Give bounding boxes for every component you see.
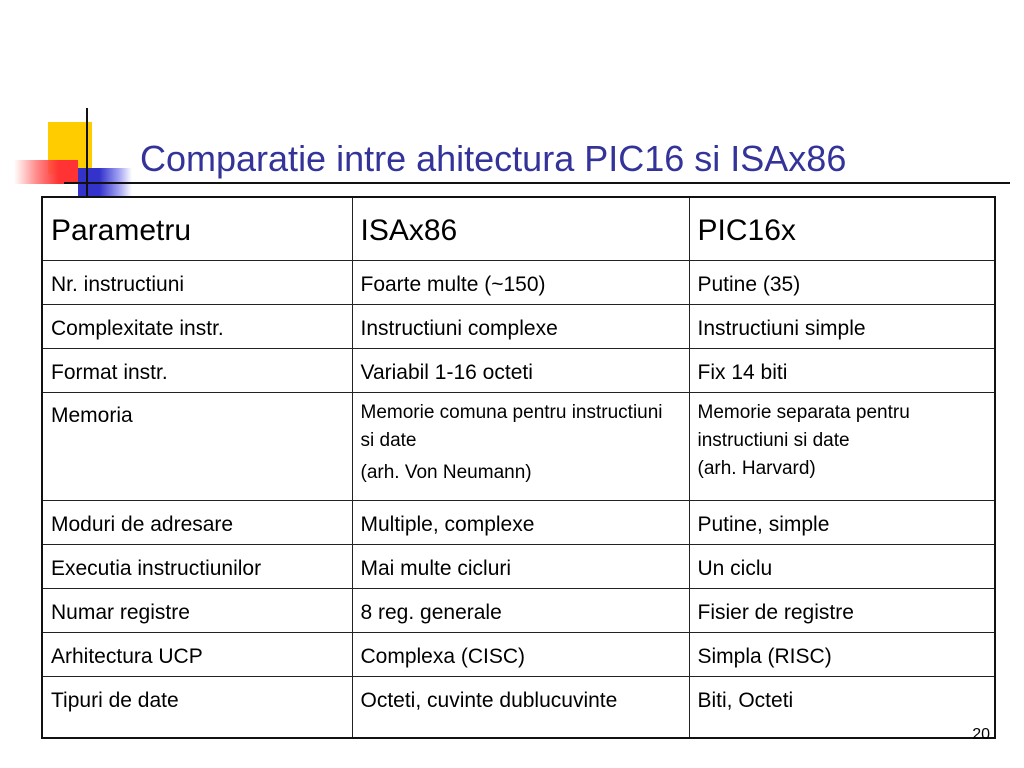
cell-param: Arhitectura UCP — [42, 632, 352, 676]
table-row — [42, 588, 995, 632]
cell-isa: Mai multe cicluri — [352, 544, 689, 588]
table-row — [42, 544, 995, 588]
cell-param: Format instr. — [42, 348, 352, 392]
table-header-row — [42, 197, 995, 260]
cell-param: Complexitate instr. — [42, 304, 352, 348]
cell-isa: Instructiuni complexe — [352, 304, 689, 348]
cell-isa: Octeti, cuvinte dublucuvinte — [352, 676, 689, 738]
comparison-table — [41, 196, 996, 739]
cell-pic — [689, 392, 995, 500]
decor-horizontal-line — [64, 182, 1010, 184]
cell-param: Nr. instructiuni — [42, 260, 352, 304]
cell-param: Numar registre — [42, 588, 352, 632]
header-pic16x: PIC16x — [689, 197, 995, 260]
cell-param: Executia instructiunilor — [42, 544, 352, 588]
cell-pic: Fix 14 biti — [689, 348, 995, 392]
cell-isa: Foarte multe (~150) — [352, 260, 689, 304]
table-row — [42, 348, 995, 392]
cell-pic: Biti, Octeti — [689, 676, 995, 738]
cell-param: Tipuri de date — [42, 676, 352, 738]
table-row — [42, 500, 995, 544]
cell-pic: Un ciclu — [689, 544, 995, 588]
cell-pic-line: (arh. Harvard) — [697, 457, 816, 479]
cell-isa-line: (arh. Von Neumann) — [360, 461, 532, 483]
table-row — [42, 304, 995, 348]
cell-isa — [352, 392, 689, 500]
header-parametru: Parametru — [42, 197, 352, 260]
cell-pic: Instructiuni simple — [689, 304, 995, 348]
cell-param: Memoria — [42, 392, 352, 500]
cell-pic: Simpla (RISC) — [689, 632, 995, 676]
cell-isa: Variabil 1-16 octeti — [352, 348, 689, 392]
cell-isa: Complexa (CISC) — [352, 632, 689, 676]
table-row — [42, 392, 995, 500]
decor-red-bar — [14, 160, 78, 184]
cell-pic-line: Memorie separata pentru instructiuni si date — [697, 401, 910, 451]
page-number: 20 — [972, 726, 990, 743]
table-row — [42, 676, 995, 738]
cell-isa: 8 reg. generale — [352, 588, 689, 632]
slide-title: Comparatie intre ahitectura PIC16 si ISAx86 — [140, 138, 847, 179]
cell-param: Moduri de adresare — [42, 500, 352, 544]
header-isax86: ISAx86 — [352, 197, 689, 260]
cell-pic: Putine (35) — [689, 260, 995, 304]
cell-pic: Putine, simple — [689, 500, 995, 544]
table-row — [42, 260, 995, 304]
table-row — [42, 632, 995, 676]
cell-pic: Fisier de registre — [689, 588, 995, 632]
cell-isa: Multiple, complexe — [352, 500, 689, 544]
cell-isa-line: Memorie comuna pentru instructiuni si date — [360, 401, 663, 451]
